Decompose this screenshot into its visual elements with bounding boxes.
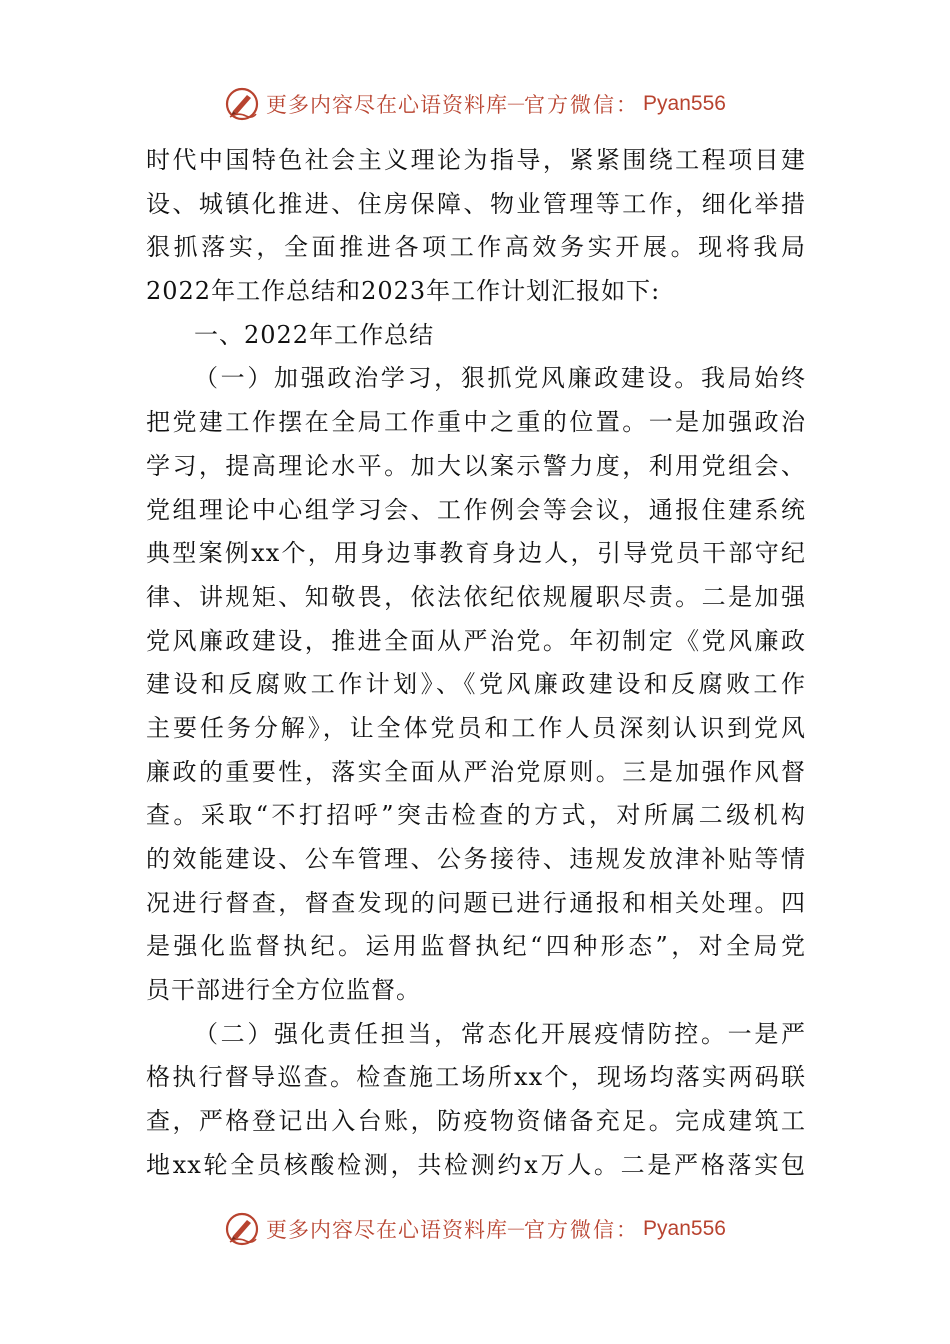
text-line: 时代中国特色社会主义理论为指导，紧紧围绕工程项目建 — [146, 146, 806, 174]
text-line: 况进行督查，督查发现的问题已进行通报和相关处理。四 — [146, 888, 806, 917]
text-line: 是强化监督执纪。运用监督执纪“四种形态”，对全局党 — [146, 932, 806, 961]
banner-wechat-id: Pyan556 — [643, 1217, 726, 1240]
body-text — [146, 139, 806, 1188]
section-heading: 一、2022年工作总结 — [194, 320, 435, 349]
footer-banner[interactable] — [0, 1207, 950, 1251]
text-line: 格执行督导巡查。检查施工场所xx个，现场均落实两码联 — [146, 1063, 806, 1092]
header-banner[interactable] — [0, 82, 950, 126]
text-line: 学习，提高理论水平。加大以案示警力度，利用党组会、 — [146, 451, 806, 480]
text-line: 查，严格登记出入台账，防疫物资储备充足。完成建筑工 — [146, 1107, 806, 1136]
text-line: 员干部进行全方位监督。 — [146, 976, 421, 1005]
text-line: 狠抓落实，全面推进各项工作高效务实开展。现将我局 — [146, 233, 806, 262]
text-line: 廉政的重要性，落实全面从严治党原则。三是加强作风督 — [146, 757, 806, 786]
pen-logo-icon — [224, 86, 260, 122]
banner-wechat-id: Pyan556 — [643, 92, 726, 115]
text-line: 地xx轮全员核酸检测，共检测约x万人。二是严格落实包 — [146, 1150, 806, 1179]
text-line: 查。采取“不打招呼”突击检查的方式，对所属二级机构 — [146, 801, 806, 830]
banner-slogan: 更多内容尽在心语资料库 — [266, 1218, 509, 1242]
text-line: 律、讲规矩、知敬畏，依法依纪依规履职尽责。二是加强 — [146, 582, 806, 611]
banner-slogan: 更多内容尽在心语资料库 — [266, 93, 509, 117]
text-line: 党组理论中心组学习会、工作例会等会议，通报住建系统 — [146, 495, 806, 524]
banner-dash: — — [508, 95, 525, 112]
text-line: 主要任务分解》，让全体党员和工作人员深刻认识到党风 — [146, 713, 806, 742]
banner-wechat-label: 官方微信： — [524, 93, 640, 117]
text-line: （二）强化责任担当，常态化开展疫情防控。一是严 — [194, 1019, 806, 1048]
text-line: 的效能建设、公车管理、公务接待、违规发放津补贴等情 — [146, 845, 806, 873]
text-line: 把党建工作摆在全局工作重中之重的位置。一是加强政治 — [146, 408, 806, 437]
banner-dash: — — [508, 1220, 525, 1237]
text-line: 建设和反腐败工作计划》、《党风廉政建设和反腐败工作 — [146, 670, 806, 699]
text-line: （一）加强政治学习，狠抓党风廉政建设。我局始终 — [194, 364, 806, 393]
text-line: 典型案例xx个，用身边事教育身边人，引导党员干部守纪 — [146, 539, 806, 568]
banner-wechat-label: 官方微信： — [524, 1218, 640, 1242]
text-line: 2022年工作总结和2023年工作计划汇报如下: — [146, 277, 661, 306]
pen-logo-icon — [224, 1211, 260, 1247]
text-line: 设、城镇化推进、住房保障、物业管理等工作，细化举措 — [146, 189, 806, 218]
text-line: 党风廉政建设，推进全面从严治党。年初制定《党风廉政 — [146, 626, 806, 655]
